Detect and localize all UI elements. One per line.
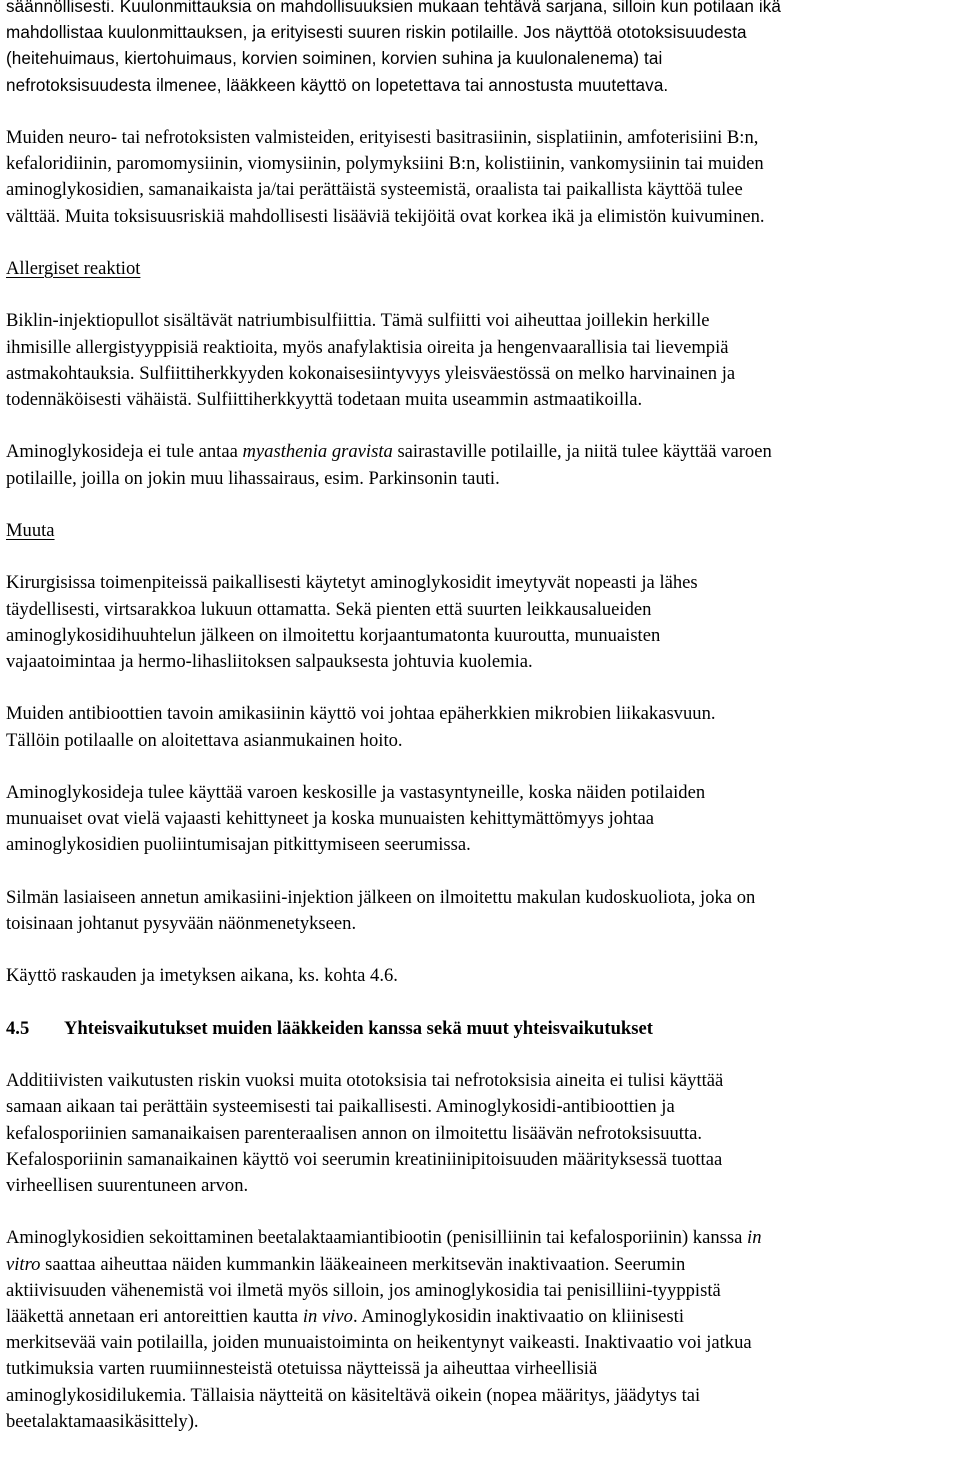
text-line: nefrotoksisuudesta ilmenee, lääkkeen käyttö on lopetettava tai annostusta muutettava.	[6, 75, 669, 95]
text-line: Kirurgisissa toimenpiteissä paikallisesti käytetyt aminoglykosidit imeytyvät nopeasti ja lähes	[6, 572, 698, 594]
text-line: munuaiset ovat vielä vajaasti kehittyneet ja koska munuaisten kehittymättömyys johtaa	[6, 808, 655, 830]
paragraph-other-neurotoxic	[6, 125, 954, 230]
paragraph-myasthenia	[6, 439, 954, 491]
italic-term: myasthenia gravista	[242, 441, 393, 463]
text-segment: lääkettä annetaan eri antoreittien kautta	[6, 1305, 303, 1327]
paragraph-overgrowth	[6, 701, 954, 753]
text-line: vajaatoimintaa ja hermo-lihasliitoksen salpauksesta johtuvia kuolemia.	[6, 650, 533, 672]
paragraph-monitoring	[6, 0, 954, 99]
text-line: Biklin-injektiopullot sisältävät natriumbisulfiittia. Tämä sulfiitti voi aiheuttaa joillekin herkille	[6, 310, 710, 332]
text-line: aminoglykosidilukemia. Tällaisia näytteitä on käsiteltävä oikein (nopea määritys, jäädytys tai	[6, 1384, 701, 1406]
text-segment: . Aminoglykosidin inaktivaatio on kliinisesti	[352, 1305, 685, 1327]
text-line: Muiden antibioottien tavoin amikasiinin käyttö voi johtaa epäherkkien mikrobien liikakasvuun.	[6, 703, 716, 725]
text-line: aminoglykosidihuuhtelun jälkeen on ilmoitettu korjaantumatonta kuuroutta, munuaisten	[6, 624, 661, 646]
italic-term: vitro	[6, 1253, 41, 1275]
text-line: aktiivisuuden vähenemistä voi ilmetä myös silloin, jos aminoglykosidia tai penisilliini-tyyppistä	[6, 1279, 721, 1301]
text-segment: saattaa aiheuttaa näiden kummankin lääkeaineen merkitsevän inaktivaation. Seerumin	[40, 1253, 686, 1275]
text-line: Silmän lasiaiseen annetun amikasiini-injektion jälkeen on ilmoitettu makulan kudoskuoliota, joka on	[6, 886, 756, 908]
text-line: (heitehuimaus, kiertohuimaus, korvien soiminen, korvien suhina ja kuulonalenema) tai	[6, 49, 663, 69]
paragraph-premature-infants	[6, 780, 954, 859]
text-segment: Aminoglykosideja ei tule antaa	[6, 441, 243, 463]
italic-term: in	[747, 1227, 762, 1249]
text-line: Aminoglykosideja tulee käyttää varoen keskosille ja vastasyntyneille, koska näiden potilaiden	[6, 781, 706, 803]
text-line: beetalaktamaasikäsittely).	[6, 1410, 199, 1432]
paragraph-additive-effects	[6, 1068, 954, 1199]
text-line: Additiivisten vaikutusten riskin vuoksi muita ototoksisia tai nefrotoksisia aineita ei tulisi käyttää	[6, 1070, 724, 1092]
section-title: Yhteisvaikutukset muiden lääkkeiden kanssa sekä muut yhteisvaikutukset	[64, 1017, 653, 1039]
text-line: Tällöin potilaalle on aloitettava asianmukainen hoito.	[6, 729, 403, 751]
text-line: mahdollistaa kuulonmittauksen, ja erityisesti suuren riskin potilaille. Jos näyttöä ototoksisuudesta	[6, 23, 747, 43]
text-line: samaan aikaan tai perättäin systeemisesti tai paikallisesti. Aminoglykosidi-antibioottien ja	[6, 1096, 675, 1118]
heading-allergic-reactions	[6, 256, 954, 282]
italic-term: in vivo	[302, 1305, 353, 1327]
text-line: täydellisesti, virtsarakkoa lukuun ottamatta. Sekä pienten että suurten leikkausalueiden	[6, 598, 652, 620]
text-segment: Aminoglykosidien sekoittaminen beetalaktaamiantibiootin (penisilliinin tai kefalosporiinin) kanssa	[6, 1227, 748, 1249]
paragraph-intravitreal	[6, 885, 954, 937]
text-line: ihmisille allergistyyppisiä reaktioita, myös anafylaktisia oireita ja hengenvaarallisia tai lievempiä	[6, 336, 729, 358]
heading-text: Allergiset reaktiot	[6, 258, 141, 279]
text-segment: sairastaville potilaille, ja niitä tulee käyttää varoen	[392, 441, 772, 463]
paragraph-beta-lactam-mixing	[6, 1225, 954, 1435]
paragraph-biklin-sulfite	[6, 308, 954, 413]
text-line: kefaloridiinin, paromomysiinin, viomysiinin, polymyksiini B:n, kolistiinin, vankomysiinin tai muiden	[6, 153, 764, 175]
text-line: säännöllisesti. Kuulonmittauksia on mahdollisuuksien mukaan tehtävä sarjana, silloin kun potilaan ikä	[6, 0, 782, 16]
text-line: aminoglykosidien puoliintumisajan pitkittymiseen seerumissa.	[6, 834, 471, 856]
text-line: tutkimuksia varten ruumiinnesteistä otetuissa näytteissä ja aiheuttaa virheellisiä	[6, 1358, 598, 1380]
text-line: virheellisen suurentuneen arvon.	[6, 1174, 249, 1196]
section-number: 4.5	[6, 1017, 30, 1039]
text-line: todennäköisesti vähäistä. Sulfiittiherkkyyttä todetaan muita useammin astmaatikoilla.	[6, 389, 643, 410]
text-line: kefalosporiinien samanaikaisen parenteraalisen annon on ilmoitettu lisäävän nefrotoksisuutta.	[6, 1122, 703, 1144]
text-line: potilaille, joilla on jokin muu lihassairaus, esim. Parkinsonin tauti.	[6, 467, 500, 489]
text-line: Kefalosporiinin samanaikainen käyttö voi seerumin kreatiniinipitoisuuden määrityksessä tuottaa	[6, 1148, 723, 1170]
section-heading-interactions	[6, 1016, 954, 1042]
text-line: merkitsevää vain potilailla, joiden munuaistoiminta on heikentynyt vaikeasti. Inaktivaatio voi jatkua	[6, 1332, 752, 1354]
text-line: Muiden neuro- tai nefrotoksisten valmisteiden, erityisesti basitrasiinin, sisplatiinin, amfoterisiini B:n,	[6, 127, 759, 148]
text-line: välttää. Muita toksisuusriskiä mahdollisesti lisääviä tekijöitä ovat korkea ikä ja elimistön kuivuminen.	[6, 205, 765, 227]
paragraph-pregnancy-reference	[6, 963, 954, 989]
text-line: toisinaan johtanut pysyvään näönmenetykseen.	[6, 912, 357, 934]
heading-text: Muuta	[6, 519, 55, 541]
heading-other	[6, 518, 954, 544]
text-line: astmakohtauksia. Sulfiittiherkkyyden kokonaisesiintyvyys yleisväestössä on melko harvinainen ja	[6, 362, 736, 384]
paragraph-surgical	[6, 570, 954, 675]
text-line: Käyttö raskauden ja imetyksen aikana, ks. kohta 4.6.	[6, 965, 398, 987]
document-page	[6, 0, 954, 1461]
text-line: aminoglykosidien, samanaikaista ja/tai perättäistä systeemistä, oraalista tai paikallista käyttöä tulee	[6, 179, 743, 201]
